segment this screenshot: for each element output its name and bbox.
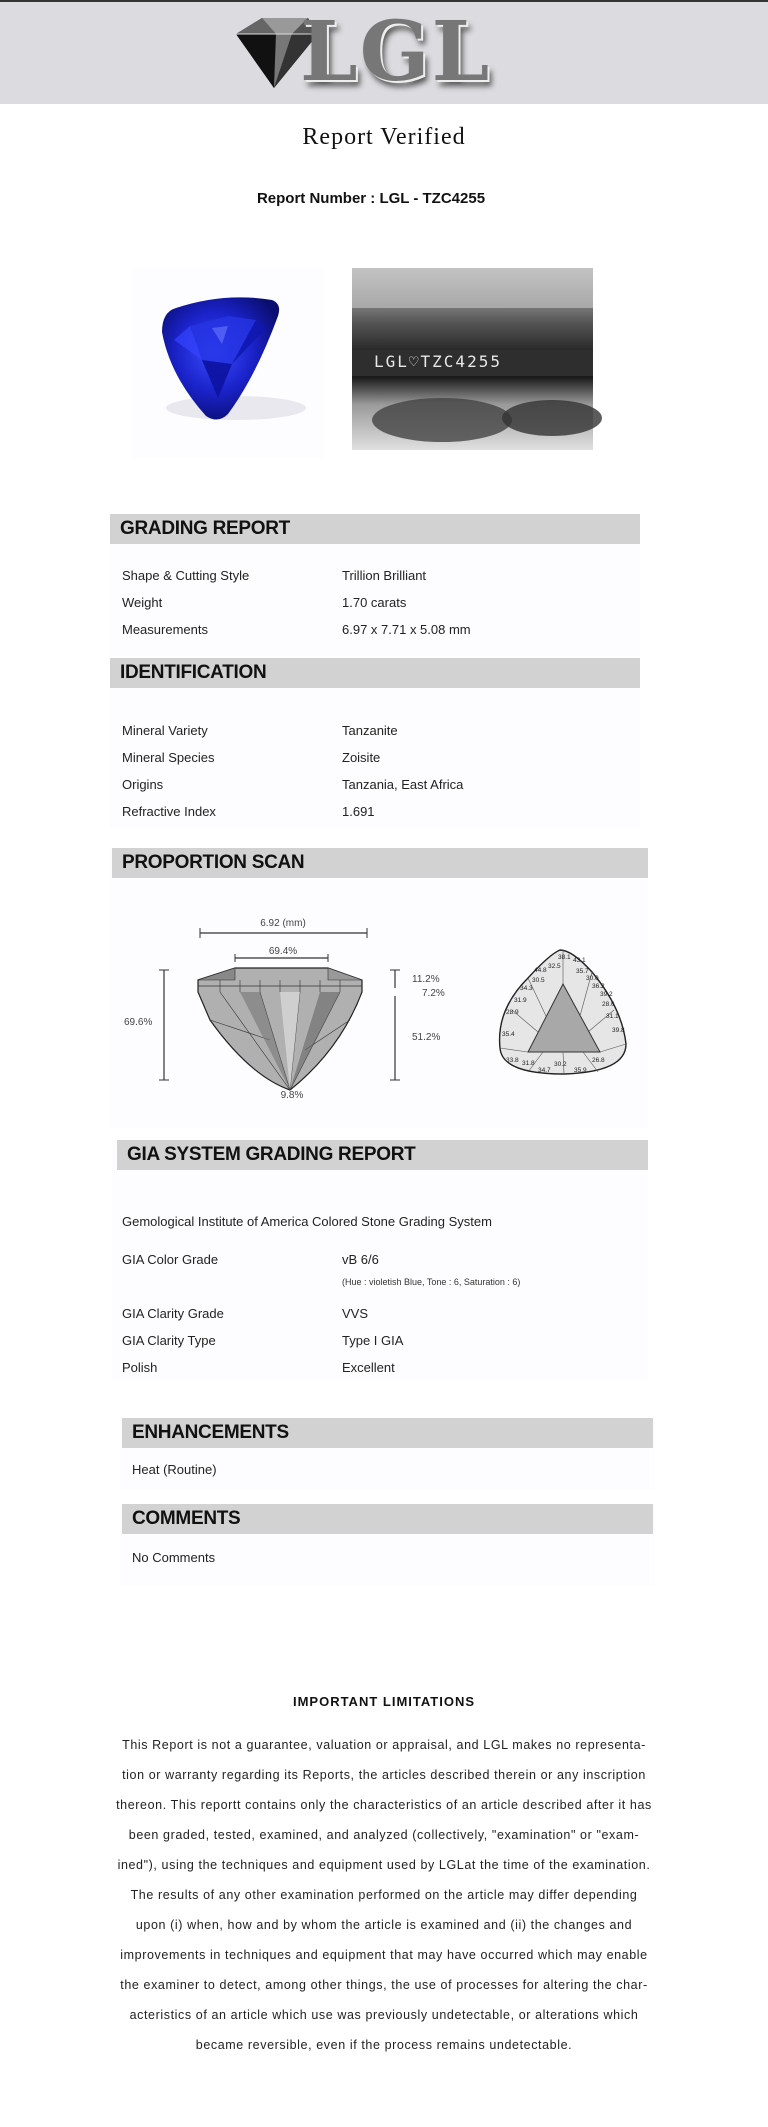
top-view-diagram <box>488 940 638 1080</box>
identification-heading: IDENTIFICATION <box>110 658 640 688</box>
gia-report-heading: GIA SYSTEM GRADING REPORT <box>117 1140 648 1170</box>
enhancements-heading: ENHANCEMENTS <box>122 1418 653 1448</box>
table-label: 69.4% <box>268 946 298 957</box>
facet-value: 43.1 <box>573 957 586 964</box>
proportion-scan-heading: PROPORTION SCAN <box>112 848 648 878</box>
gia-intro: Gemological Institute of America Colored Stone Grading System <box>122 1214 492 1229</box>
facet-value: 34.7 <box>538 1067 551 1074</box>
limitations-line: became reversible, even if the process remains undetectable. <box>195 2038 573 2052</box>
gemstone-photo <box>132 268 324 458</box>
limitations-line: upon (i) when, how and by whom the article is examined and (ii) the changes and <box>135 1918 633 1932</box>
facet-value: 35.4 <box>502 1031 515 1038</box>
facet-value: 30.2 <box>554 1061 567 1068</box>
girdle-label: 7.2% <box>422 988 445 999</box>
facet-value: 32.5 <box>548 963 561 970</box>
facet-value: 26.8 <box>592 1057 605 1064</box>
facet-value: 30.5 <box>532 977 545 984</box>
logo-text: LGL <box>300 4 492 100</box>
side-profile-diagram <box>124 900 460 1110</box>
inscription-photo <box>352 268 593 450</box>
header-banner <box>0 2 768 104</box>
grading-report-heading: GRADING REPORT <box>110 514 640 544</box>
limitations-line: thereon. This reportt contains only the characteristics of an article described after it has <box>116 1798 652 1812</box>
limitations-line: ined"), using the techniques and equipment used by LGLat the time of the examination. <box>117 1858 651 1872</box>
facet-value: 39.8 <box>612 1027 625 1034</box>
facet-value: 36.2 <box>592 983 605 990</box>
facet-value: 44.8 <box>534 967 547 974</box>
facet-value: 28.6 <box>602 1001 615 1008</box>
gia-color-note: (Hue : violetish Blue, Tone : 6, Saturation : 6) <box>342 1277 521 1287</box>
facet-value: 33.8 <box>506 1057 519 1064</box>
crown-label: 11.2% <box>412 974 440 985</box>
page-title: Report Verified <box>302 124 466 150</box>
limitations-line: The results of any other examination performed on the article may differ depending <box>130 1888 638 1902</box>
facet-value: 35.9 <box>574 1067 587 1074</box>
limitations-line: the examiner to detect, among other things, the use of processes for altering the char- <box>120 1978 648 1992</box>
culet-label: 9.8% <box>280 1090 304 1101</box>
limitations-title: IMPORTANT LIMITATIONS <box>292 1694 476 1709</box>
facet-value: 31.9 <box>514 997 527 1004</box>
comments-heading: COMMENTS <box>122 1504 653 1534</box>
inscription-text: LGL♡TZC4255 <box>374 352 502 371</box>
comments-text: No Comments <box>132 1550 216 1565</box>
enhancements-text: Heat (Routine) <box>132 1462 217 1477</box>
width-label: 6.92 (mm) <box>260 918 306 929</box>
facet-value: 39.2 <box>600 991 613 998</box>
limitations-line: improvements in techniques and equipment that may have occurred which may enable <box>120 1948 648 1962</box>
facet-value: 30.0 <box>586 975 599 982</box>
limitations-line: tion or warranty regarding its Reports, the articles described therein or any inscription <box>122 1768 646 1782</box>
limitations-line: This Report is not a guarantee, valuation or appraisal, and LGL makes no representa- <box>122 1738 646 1752</box>
report-number: Report Number : LGL - TZC4255 <box>256 190 486 207</box>
total-depth-label: 69.6% <box>124 1017 153 1028</box>
limitations-line: acteristics of an article which use was previously undetectable, or alterations which <box>129 2008 639 2022</box>
facet-value: 34.3 <box>520 985 533 992</box>
facet-value: 35.7 <box>576 968 589 975</box>
facet-value: 28.9 <box>506 1009 519 1016</box>
facet-value: 31.8 <box>522 1060 535 1067</box>
pavilion-label: 51.2% <box>412 1032 441 1043</box>
facet-value: 38.1 <box>558 954 571 961</box>
facet-value: 31.1 <box>606 1013 619 1020</box>
limitations-line: been graded, tested, examined, and analyzed (collectively, "examination" or "exam- <box>128 1828 640 1842</box>
